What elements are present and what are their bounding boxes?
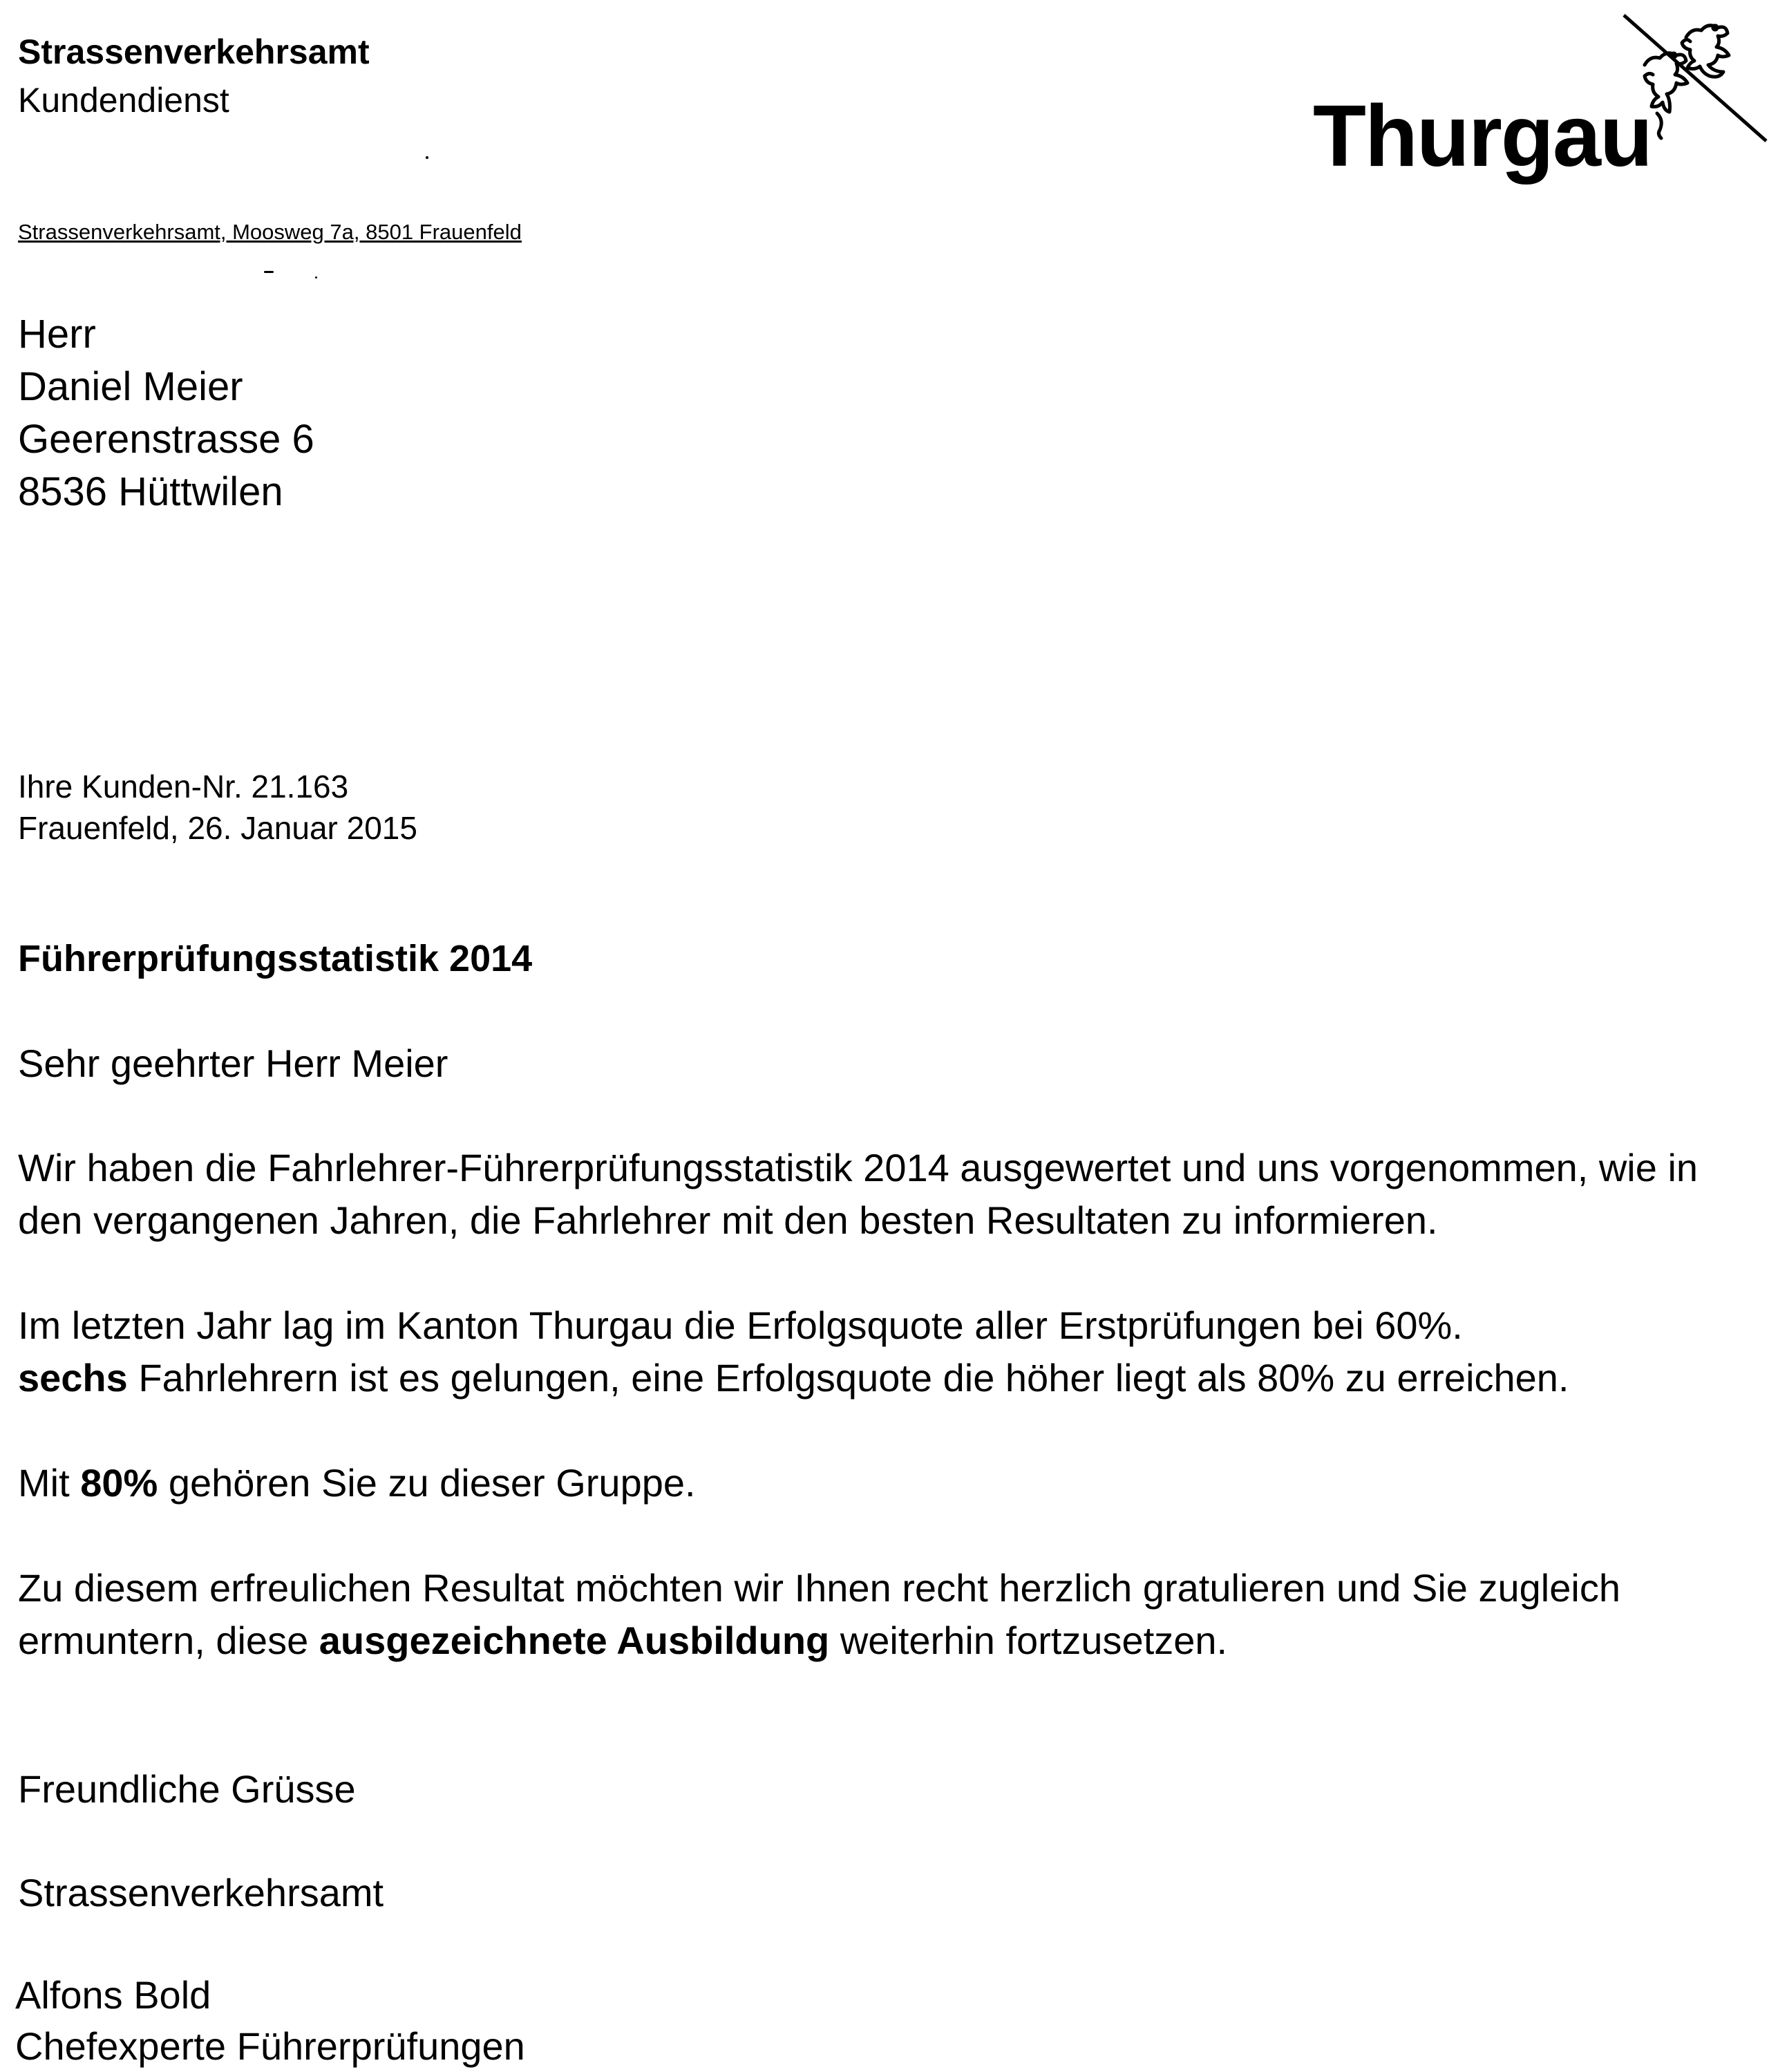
customer-number: Ihre Kunden-Nr. 21.163 (18, 769, 349, 804)
return-address: Strassenverkehrsamt, Moosweg 7a, 8501 Frauenfeld (18, 220, 522, 244)
recipient-name: Daniel Meier (18, 364, 243, 409)
scan-speck (315, 276, 317, 279)
signoff-organization: Strassenverkehrsamt (18, 1871, 384, 1914)
signer-block (15, 1970, 525, 2072)
body-paragraph-3 (18, 1457, 1752, 1509)
emphasis-count: sechs (18, 1356, 128, 1400)
body-paragraph-2-line-2-text: Fahrlehrern ist es gelungen, eine Erfolgsquote die höher liegt als 80% zu erreichen. (127, 1356, 1569, 1400)
recipient-address (18, 308, 314, 518)
sender-organization: Strassenverkehrsamt (18, 32, 370, 71)
body-paragraph-4-text-before: Zu diesem erfreulichen Resultat möchten wir Ihnen recht herzlich gratulieren und Sie zugleich ermuntern, diese (18, 1566, 1620, 1662)
body-paragraph-2 (18, 1299, 1752, 1404)
letter-subject: Führerprüfungsstatistik 2014 (18, 938, 533, 979)
body-paragraph-3-prefix: Mit (18, 1461, 81, 1505)
body-paragraph-2-line-2 (18, 1352, 1752, 1404)
recipient-city: 8536 Hüttwilen (18, 469, 283, 514)
recipient-salutation-line: Herr (18, 312, 96, 357)
signer-title: Chefexperte Führerprüfungen (15, 2024, 525, 2068)
scan-speck (264, 271, 274, 273)
signer-name: Alfons Bold (15, 1973, 211, 2017)
emphasis-success-rate: 80% (80, 1461, 158, 1505)
thurgau-lions-coat-of-arms-icon (1603, 10, 1769, 162)
body-paragraph-4 (18, 1562, 1752, 1667)
body-paragraph-2-line-1: Im letzten Jahr lag im Kanton Thurgau die Erfolgsquote aller Erstprüfungen bei 60%. (18, 1303, 1463, 1347)
reference-block (18, 766, 417, 849)
logo-wordmark: Thurgau (1313, 87, 1652, 185)
thurgau-logo (1313, 10, 1769, 185)
recipient-street: Geerenstrasse 6 (18, 417, 314, 462)
closing-phrase: Freundliche Grüsse (18, 1767, 356, 1811)
letter-salutation: Sehr geehrter Herr Meier (18, 1042, 448, 1085)
place-date: Frauenfeld, 26. Januar 2015 (18, 810, 417, 846)
body-paragraph-3-text: gehören Sie zu dieser Gruppe. (158, 1461, 696, 1505)
sender-department: Kundendienst (18, 81, 229, 120)
body-paragraph-1: Wir haben die Fahrlehrer-Führerprüfungsstatistik 2014 ausgewertet und uns vorgenommen, wie in den vergangenen Jahren, die Fahrlehrer mit den besten Resultaten zu informieren. (18, 1146, 1699, 1242)
emphasis-training: ausgezeichnete Ausbildung (319, 1619, 830, 1662)
body-paragraph-4-text-after: weiterhin fortzusetzen. (829, 1619, 1228, 1662)
scan-speck (426, 156, 428, 159)
